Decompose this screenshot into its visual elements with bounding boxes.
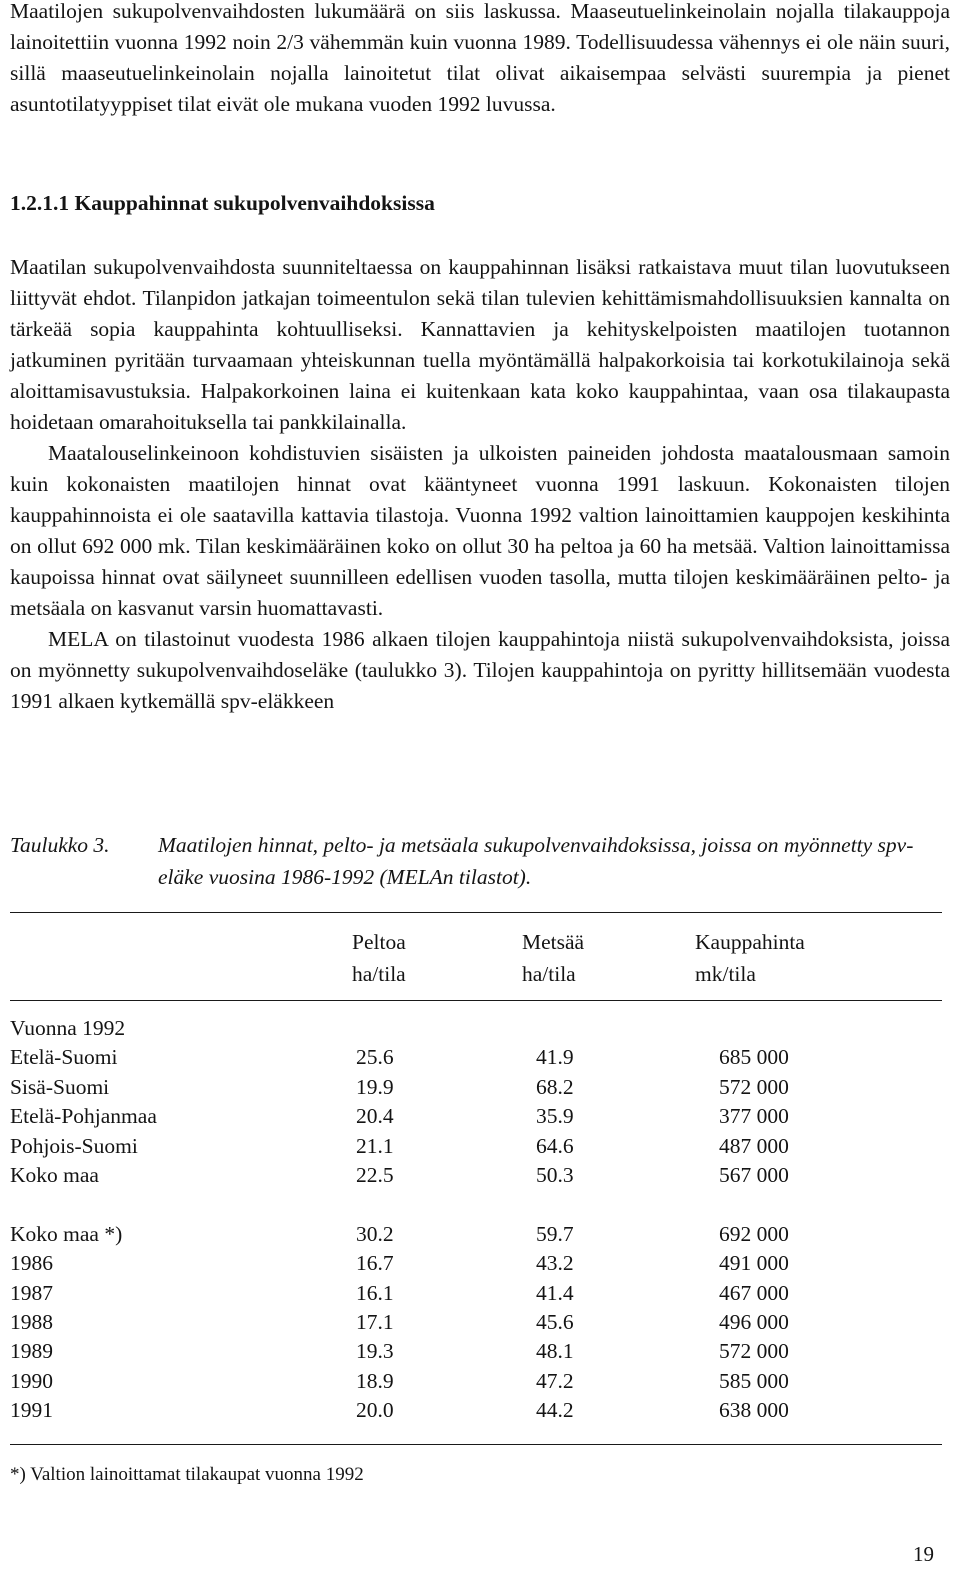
table-row <box>10 1308 950 1337</box>
cell-kauppahinta: 692 000 <box>719 1221 789 1246</box>
row-label: 1991 <box>10 1398 53 1423</box>
paragraph-sukupolvenvaihdosten-lukumaara: Maatilojen sukupolvenvaihdosten lukumäärä on siis laskussa. Maaseutuelinkeinolain nojalla tilakauppoja lainoitettiin vuonna 1992 noin 2/3 vähemmän kuin vuonna 1989. Todellisuudessa vähennys ei ole näin suuri, sillä maaseutuelinkeinolain nojalla lainoitetut tilat olivat aikaisempaa selvästi suurempia ja pienet asuntotilatyyppiset tilat eivät ole mukana vuoden 1992 luvussa. <box>10 0 950 116</box>
section-heading: 1.2.1.1 Kauppahinnat sukupolvenvaihdoksissa <box>10 191 435 215</box>
cell-metsaa: 48.1 <box>536 1339 574 1364</box>
table-footnote: *) Valtion lainoittamat tilakaupat vuonna 1992 <box>10 1464 364 1485</box>
table-header <box>10 926 950 990</box>
cell-kauppahinta: 467 000 <box>719 1280 789 1305</box>
cell-peltoa: 19.3 <box>356 1339 394 1364</box>
cell-kauppahinta: 487 000 <box>719 1133 789 1158</box>
column-header-peltoa <box>352 926 406 990</box>
row-label: 1989 <box>10 1339 53 1364</box>
column-header-peltoa-unit: ha/tila <box>352 962 406 986</box>
paragraph-kauppahinnat-intro: Maatilan sukupolvenvaihdosta suunniteltaessa on kauppahinnan lisäksi ratkaistava muut tilan luovutukseen liittyvät ehdot. Tilanpidon jatkajan toimeentulon sekä tilan tulevien kehittämismahdollisuuksien kannalta on tärkeää sopia kauppahinta kohtuulliseksi. Kannattavien ja kehityskelpoisten maatilojen tuotannon jatkuminen pyritään turvaamaan yhteiskunnan tuella myöntämällä halpakorkoisia tai korkotukilainoja sekä aloittamisavustuksia. Halpakorkoinen laina ei kuitenkaan kata koko kauppahintaa, vaan osa tilakaupasta hoidetaan omarahoituksella tai pankkilainalla. <box>10 255 950 434</box>
cell-metsaa: 41.9 <box>536 1045 574 1070</box>
row-label: Pohjois-Suomi <box>10 1133 138 1158</box>
table-header-rule <box>10 1000 942 1001</box>
body-text-block <box>10 252 950 717</box>
table-row <box>10 1043 950 1072</box>
table-caption <box>10 829 950 893</box>
row-label: Koko maa *) <box>10 1221 123 1246</box>
cell-kauppahinta: 567 000 <box>719 1162 789 1187</box>
cell-peltoa: 17.1 <box>356 1309 394 1334</box>
cell-kauppahinta: 585 000 <box>719 1368 789 1393</box>
table-row <box>10 1073 950 1102</box>
row-label: 1986 <box>10 1251 53 1276</box>
column-header-metsaa-label: Metsää <box>522 930 585 954</box>
cell-kauppahinta: 496 000 <box>719 1309 789 1334</box>
cell-kauppahinta: 572 000 <box>719 1074 789 1099</box>
cell-peltoa: 19.9 <box>356 1074 394 1099</box>
table-row <box>10 1220 950 1249</box>
table-bottom-rule <box>10 1444 942 1445</box>
table-body <box>10 1014 950 1425</box>
column-header-kauppahinta <box>695 926 805 990</box>
row-label: Etelä-Pohjanmaa <box>10 1104 157 1129</box>
cell-peltoa: 25.6 <box>356 1045 394 1070</box>
table-group-spacer <box>10 1190 950 1219</box>
cell-kauppahinta: 377 000 <box>719 1104 789 1129</box>
table-row <box>10 1249 950 1278</box>
table-caption-text: Maatilojen hinnat, pelto- ja metsäala sukupolvenvaihdoksissa, joissa on myönnetty spv-eläke vuosina 1986-1992 (MELAn tilastot). <box>158 833 914 889</box>
table-row <box>10 1279 950 1308</box>
cell-peltoa: 18.9 <box>356 1368 394 1393</box>
table-row <box>10 1102 950 1131</box>
cell-metsaa: 45.6 <box>536 1309 574 1334</box>
table-group-title-row <box>10 1014 950 1043</box>
column-header-metsaa-unit: ha/tila <box>522 962 576 986</box>
cell-metsaa: 50.3 <box>536 1162 574 1187</box>
table-row <box>10 1367 950 1396</box>
cell-peltoa: 20.0 <box>356 1398 394 1423</box>
cell-peltoa: 20.4 <box>356 1104 394 1129</box>
page-number: 19 <box>913 1542 934 1566</box>
table-row <box>10 1161 950 1190</box>
row-label: Koko maa <box>10 1162 99 1187</box>
cell-peltoa: 30.2 <box>356 1221 394 1246</box>
paragraph-mela-tilastot: MELA on tilastoinut vuodesta 1986 alkaen tilojen kauppahintoja niistä sukupolvenvaihdoksista, joissa on myönnetty sukupolvenvaihdoseläke (taulukko 3). Tilojen kauppahintoja on pyritty hillitsemään vuodesta 1991 alkaen kytkemällä spv-eläkkeen <box>10 627 950 713</box>
cell-peltoa: 21.1 <box>356 1133 394 1158</box>
column-header-kauppahinta-label: Kauppahinta <box>695 930 805 954</box>
cell-metsaa: 64.6 <box>536 1133 574 1158</box>
cell-peltoa: 16.1 <box>356 1280 394 1305</box>
row-label: 1990 <box>10 1368 53 1393</box>
cell-kauppahinta: 572 000 <box>719 1339 789 1364</box>
row-label: 1987 <box>10 1280 53 1305</box>
row-label: 1988 <box>10 1309 53 1334</box>
cell-metsaa: 41.4 <box>536 1280 574 1305</box>
cell-metsaa: 35.9 <box>536 1104 574 1129</box>
column-header-peltoa-label: Peltoa <box>352 930 406 954</box>
cell-metsaa: 44.2 <box>536 1398 574 1423</box>
cell-metsaa: 68.2 <box>536 1074 574 1099</box>
cell-metsaa: 47.2 <box>536 1368 574 1393</box>
table-caption-label: Taulukko 3. <box>10 833 110 857</box>
cell-peltoa: 16.7 <box>356 1251 394 1276</box>
column-header-metsaa <box>522 926 584 990</box>
cell-kauppahinta: 685 000 <box>719 1045 789 1070</box>
cell-peltoa: 22.5 <box>356 1162 394 1187</box>
table-row <box>10 1396 950 1425</box>
table-row <box>10 1132 950 1161</box>
cell-metsaa: 59.7 <box>536 1221 574 1246</box>
table-group-title: Vuonna 1992 <box>10 1016 126 1040</box>
table-top-rule <box>10 912 942 913</box>
paragraph-maatalousmaan-hinnat: Maatalouselinkeinoon kohdistuvien sisäisten ja ulkoisten paineiden johdosta maatalousmaan samoin kuin kokonaisten maatilojen hinnat ovat kääntyneet vuonna 1991 laskuun. Kokonaisten tilojen kauppahinnoista ei ole saatavilla kattavia tilastoja. Vuonna 1992 valtion lainoittamien kauppojen keskihinta on ollut 692 000 mk. Tilan keskimääräinen koko on ollut 30 ha peltoa ja 60 ha metsää. Valtion lainoittamissa kaupoissa hinnat ovat säilyneet suunnilleen edellisen vuoden tasolla, mutta tilojen keskimääräinen pelto- ja metsäala on kasvanut varsin huomattavasti. <box>10 441 950 620</box>
cell-kauppahinta: 638 000 <box>719 1398 789 1423</box>
row-label: Etelä-Suomi <box>10 1045 118 1070</box>
cell-metsaa: 43.2 <box>536 1251 574 1276</box>
column-header-kauppahinta-unit: mk/tila <box>695 962 756 986</box>
table-row <box>10 1337 950 1366</box>
row-label: Sisä-Suomi <box>10 1074 110 1099</box>
cell-kauppahinta: 491 000 <box>719 1251 789 1276</box>
